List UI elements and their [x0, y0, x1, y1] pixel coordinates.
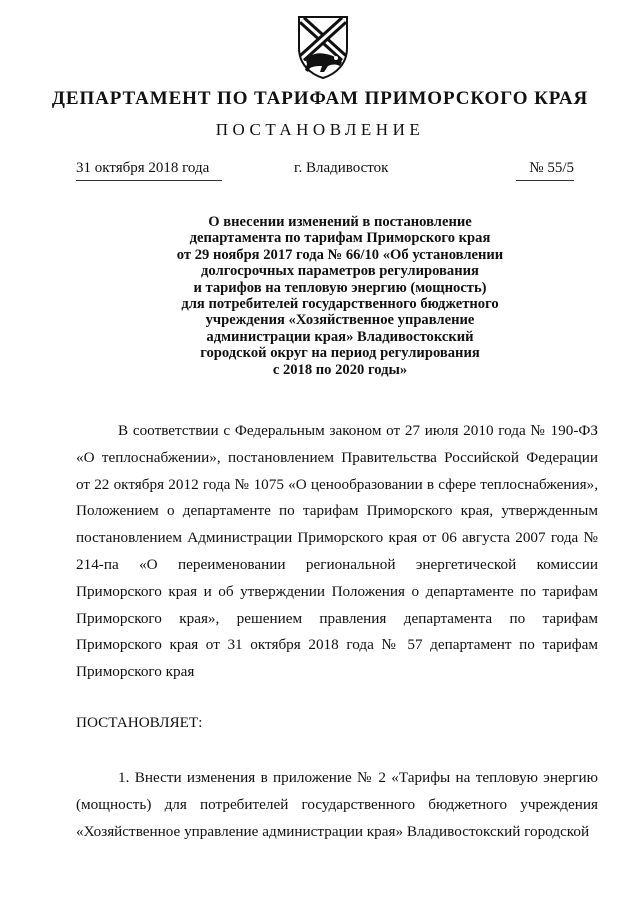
subject-line: от 29 ноября 2017 года № 66/10 «Об установлении — [176, 246, 504, 263]
department-title: ДЕПАРТАМЕНТ ПО ТАРИФАМ ПРИМОРСКОГО КРАЯ — [51, 88, 589, 109]
document-number: № 55/5 — [516, 160, 574, 181]
subject-line: учреждения «Хозяйственное управление — [205, 312, 475, 329]
coat-of-arms-icon — [296, 14, 350, 80]
subject-line: О внесении изменений в постановление — [208, 214, 472, 230]
subject-line: и тарифов на тепловую энергию (мощность) — [193, 279, 487, 296]
document-date: 31 октября 2018 года — [76, 160, 222, 181]
subject-line: департамента по тарифам Приморского края — [189, 230, 491, 247]
preamble-paragraph: В соответствии с Федеральным законом от 27 июля 2010 года № 190-ФЗ «О теплоснабжении», постановлением Правительства Российской Федерации от 22 октября 2012 года № 1075 «О ценообразовании в сфере теплоснабжения», Положением о департаменте по тарифам Приморского края, утвержденным постановлением Администрации Приморского края от 06 августа 2007 года № 214-па «О переименовании региональной энергетической комиссии Приморского края и об утверждении Положения о департаменте по тарифам Приморского края», решением правления департамента по тарифам Приморского края от 31 октября 2018 года № 57 департамент по тарифам Приморского края — [76, 422, 598, 681]
document-type: ПОСТАНОВЛЕНИЕ — [215, 120, 425, 139]
subject-line: администрации края» Владивостокский — [206, 328, 474, 345]
document-city: г. Владивосток — [294, 160, 389, 176]
clause-1-paragraph: 1. Внести изменения в приложение № 2 «Тарифы на тепловую энергию (мощность) для потребителей государственного бюджетного учреждения «Хозяйственное управление администрации края» Владивостокский городской — [76, 769, 598, 840]
document-subject — [148, 214, 532, 378]
subject-line: с 2018 по 2020 годы» — [272, 361, 408, 378]
subject-line: городской округ на период регулирования — [200, 345, 480, 362]
resolve-heading: ПОСТАНОВЛЯЕТ: — [76, 714, 203, 731]
subject-line: для потребителей государственного бюджетного — [181, 296, 499, 313]
subject-line: долгосрочных параметров регулирования — [201, 263, 479, 280]
